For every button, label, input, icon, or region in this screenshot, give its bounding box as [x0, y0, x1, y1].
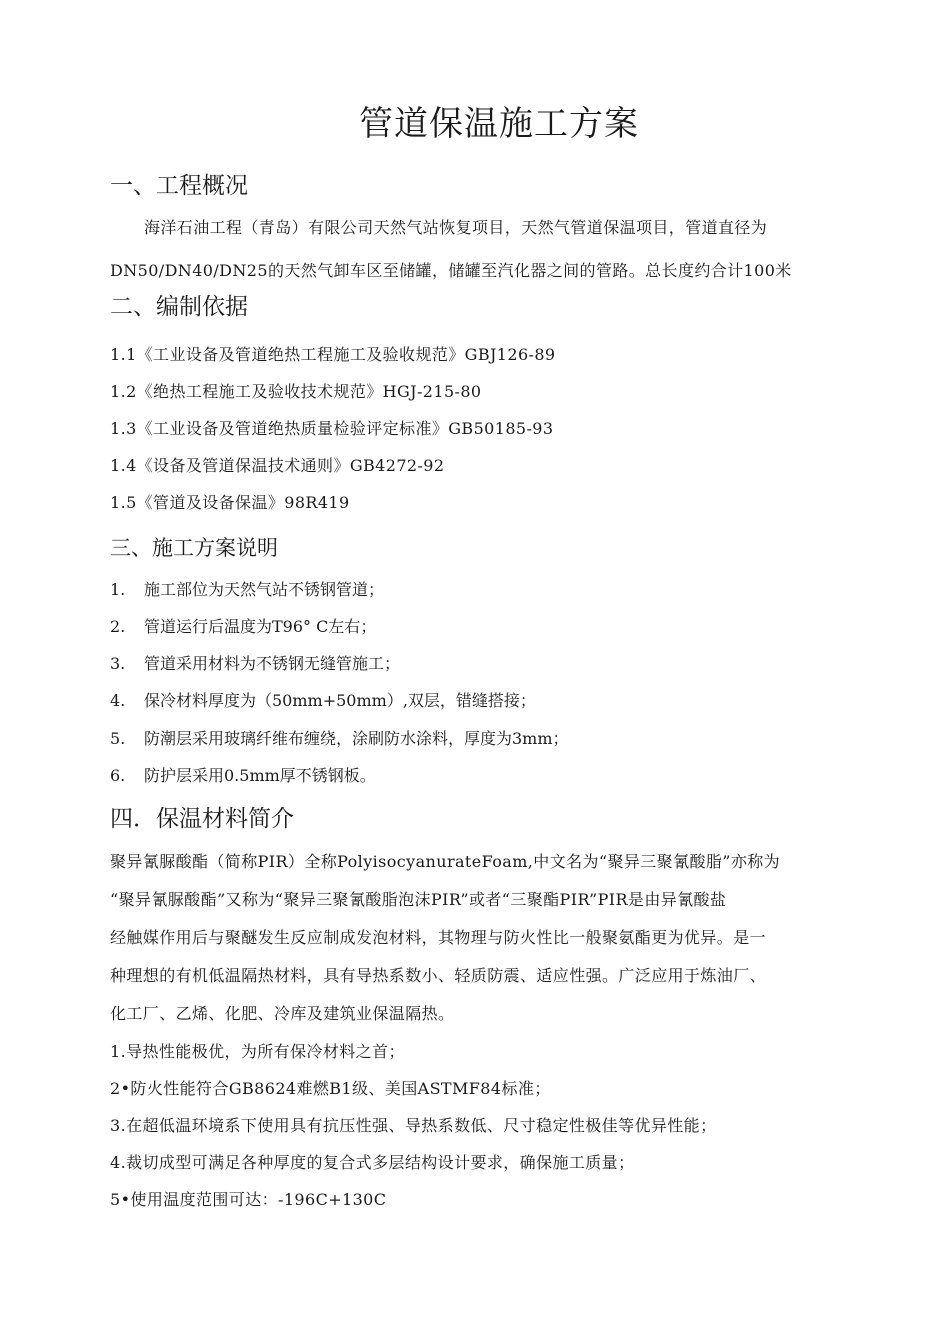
plan-item-number: 1. [110, 580, 126, 599]
materials-feature-item: 1.导热性能极优，为所有保冷材料之首； [110, 1042, 405, 1061]
plan-item-number: 4. [110, 691, 126, 710]
section-heading-materials: 四．保温材料简介 [110, 806, 294, 832]
materials-paragraph-line: “聚异氰脲酸酯”又称为“聚异三聚氰酸脂泡沫PIR”或者“三聚酯PIR”PIR是由异氰酸盐 [110, 890, 727, 909]
plan-item [110, 651, 400, 674]
basis-item: 1.2《绝热工程施工及验收技术规范》HGJ-215-80 [110, 382, 482, 401]
plan-item-text: 防潮层采用玻璃纤维布缠绕，涂刷防水涂料，厚度为3mm； [144, 729, 569, 748]
section-heading-overview: 一、工程概况 [110, 173, 248, 199]
plan-item-number: 6. [110, 766, 126, 785]
basis-item: 1.1《工业设备及管道绝热工程施工及验收规范》GBJ126-89 [110, 345, 556, 364]
plan-item-text: 保冷材料厚度为（50mm+50mm）,双层，错缝搭接； [144, 691, 536, 710]
plan-item-text: 管道运行后温度为T96° C左右； [144, 617, 377, 636]
materials-feature-item: 4.裁切成型可满足各种厚度的复合式多层结构设计要求，确保施工质量； [110, 1153, 635, 1172]
plan-item [110, 614, 376, 637]
overview-paragraph-line-2: DN50/DN40/DN25的天然气卸车区至储罐，储罐至汽化器之间的管路。总长度约合计100米 [110, 261, 792, 280]
plan-item-text: 防护层采用0.5mm厚不锈钢板。 [144, 766, 376, 785]
materials-feature-item: 2•防火性能符合GB8624难燃B1级、美国ASTMF84标准； [110, 1079, 551, 1098]
basis-item: 1.4《设备及管道保温技术通则》GB4272-92 [110, 456, 445, 475]
plan-item-number: 3. [110, 654, 126, 673]
plan-item-text: 管道采用材料为不锈钢无缝管施工； [144, 654, 401, 673]
basis-item: 1.5《管道及设备保温》98R419 [110, 493, 350, 512]
plan-item [110, 688, 536, 711]
plan-item [110, 763, 376, 786]
materials-paragraph-line: 经触媒作用后与聚醚发生反应制成发泡材料，其物理与防火性比一般聚氨酯更为优异。是一 [110, 928, 767, 947]
materials-feature-item: 3.在超低温环境系下使用具有抗压性强、导热系数低、尺寸稳定性极佳等优异性能； [110, 1116, 717, 1135]
plan-item [110, 726, 569, 749]
plan-item-number: 5. [110, 729, 126, 748]
plan-item-number: 2. [110, 617, 126, 636]
overview-paragraph-line-1: 海洋石油工程（青岛）有限公司天然气站恢复项目，天然气管道保温项目，管道直径为 [144, 218, 768, 237]
section-heading-plan: 三、施工方案说明 [110, 536, 278, 560]
materials-feature-item: 5•使用温度范围可达：-196C+130C [110, 1190, 387, 1209]
plan-item [110, 577, 384, 600]
materials-paragraph-line: 化工厂、乙烯、化肥、冷库及建筑业保温隔热。 [110, 1004, 455, 1023]
basis-item: 1.3《工业设备及管道绝热质量检验评定标准》GB50185-93 [110, 419, 554, 438]
materials-paragraph-line: 聚异氰脲酸酯（简称PIR）全称PolyisocyanurateFoam,中文名为“聚异三聚氰酸脂”亦称为 [110, 852, 781, 871]
materials-paragraph-line: 种理想的有机低温隔热材料，具有导热系数小、轻质防震、适应性强。广泛应用于炼油厂、 [110, 966, 767, 985]
plan-item-text: 施工部位为天然气站不锈钢管道； [144, 580, 385, 599]
document-title: 管道保温施工方案 [359, 104, 639, 144]
section-heading-basis: 二、编制依据 [110, 294, 248, 320]
